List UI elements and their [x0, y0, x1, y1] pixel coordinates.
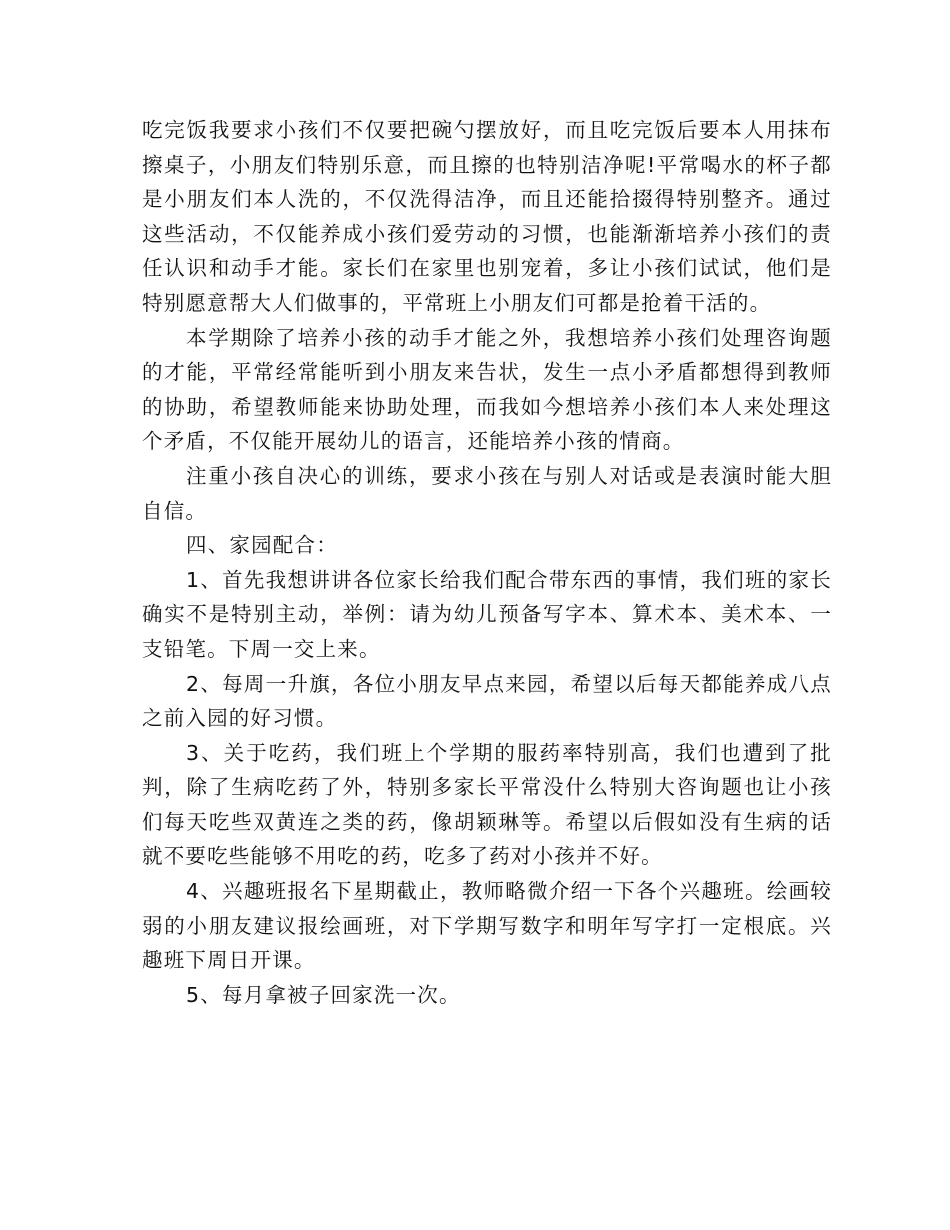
list-item-interest-class: 4、兴趣班报名下星期截止，教师略微介绍一下各个兴趣班。绘画较弱的小朋友建议报绘画班，对下学期写数字和明年写字打一定根底。兴趣班下周日开课。 [142, 879, 832, 973]
paragraph-chores: 吃完饭我要求小孩们不仅要把碗勺摆放好，而且吃完饭后要本人用抹布擦桌子，小朋友们特别乐意，而且擦的也特别洁净呢!平常喝水的杯子都是小朋友们本人洗的，不仅洗得洁净，而且还能拾掇得特别整齐。通过这些活动，不仅能养成小孩们爱劳动的习惯，也能渐渐培养小孩们的责任认识和动手才能。家长们在家里也别宠着，多让小孩们试试，他们是特别愿意帮大人们做事的，平常班上小朋友们可都是抢着干活的。 [142, 118, 832, 315]
document-body [142, 113, 832, 1012]
paragraph-problem-solving: 本学期除了培养小孩的动手才能之外，我想培养小孩们处理咨询题的才能，平常经常能听到小朋友来告状，发生一点小矛盾都想得到教师的协助，希望教师能来协助处理，而我如今想培养小孩们本人来处理这个矛盾，不仅能开展幼儿的语言，还能培养小孩的情商。 [142, 325, 832, 454]
list-item-bedding: 5、每月拿被子回家洗一次。 [186, 982, 461, 1007]
list-item-medicine: 3、关于吃药，我们班上个学期的服药率特别高，我们也遭到了批判，除了生病吃药了外，特别多家长平常没什么特别大咨询题也让小孩们每天吃些双黄连之类的药，像胡颖琳等。希望以后假如没有生病的话就不要吃些能够不用吃的药，吃多了药对小孩并不好。 [142, 740, 832, 869]
paragraph-confidence: 注重小孩自决心的训练，要求小孩在与别人对话或是表演时能大胆自信。 [142, 463, 832, 523]
list-item-flag-raising: 2、每周一升旗，各位小朋友早点来园，希望以后每天都能养成八点之前入园的好习惯。 [142, 671, 832, 731]
section-heading-home-school: 四、家园配合： [186, 533, 338, 558]
list-item-supplies: 1、首先我想讲讲各位家长给我们配合带东西的事情，我们班的家长确实不是特别主动，举例：请为幼儿预备写字本、算术本、美术本、一支铅笔。下周一交上来。 [142, 567, 832, 661]
